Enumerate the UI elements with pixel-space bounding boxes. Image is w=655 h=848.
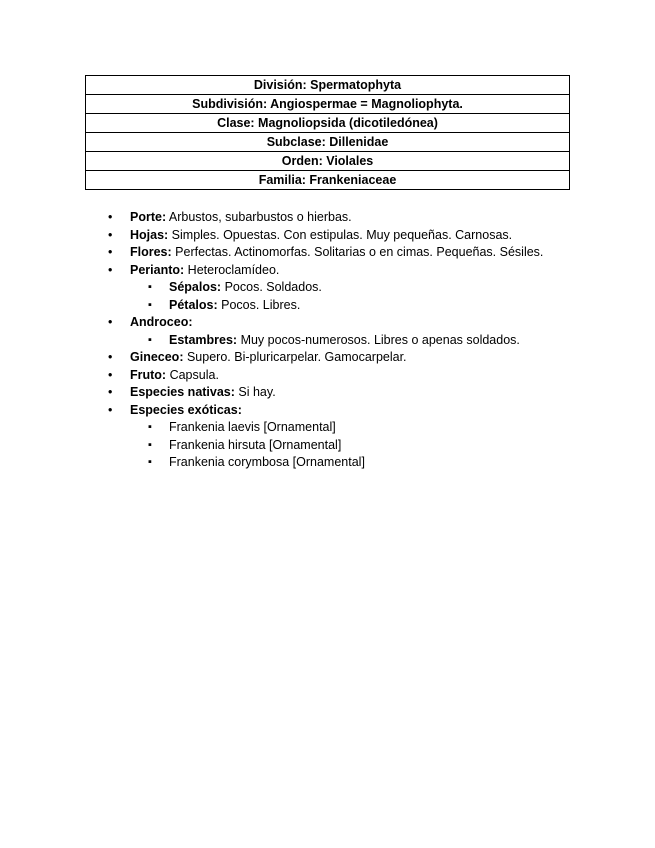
sepalos-label: Sépalos: xyxy=(169,280,222,294)
list-item-fruto xyxy=(108,367,543,385)
list-item-petalos xyxy=(130,297,543,315)
perianto-label: Perianto: xyxy=(130,262,185,277)
list-item-porte xyxy=(108,209,543,227)
taxonomy-division: División: Spermatophyta xyxy=(86,76,570,95)
taxonomy-class: Clase: Magnoliopsida (dicotiledónea) xyxy=(86,114,570,133)
hojas-label: Hojas: xyxy=(130,227,169,242)
porte-label: Porte: xyxy=(130,210,167,224)
list-item-exoticas xyxy=(108,402,543,472)
sepalos-text: Pocos. Soldados. xyxy=(221,280,322,294)
flores-label: Flores: xyxy=(130,245,172,259)
list-item-species: ▪ Frankenia corymbosa [Ornamental] xyxy=(130,454,543,472)
porte-text: Arbustos, subarbustos o hierbas. xyxy=(166,210,352,224)
taxonomy-subdivision: Subdivisión: Angiospermae = Magnoliophyta. xyxy=(86,95,570,114)
perianto-text: Heteroclamídeo. xyxy=(184,262,280,277)
petalos-label: Pétalos: xyxy=(169,297,218,312)
nativas-label: Especies nativas: xyxy=(130,385,235,399)
estambres-text: Muy pocos-numerosos. Libres o apenas soldados. xyxy=(237,332,520,347)
perianto-sublist xyxy=(130,279,543,314)
nativas-text: Si hay. xyxy=(234,385,276,399)
taxonomy-order: Orden: Violales xyxy=(86,152,570,171)
list-item-flores xyxy=(108,244,543,262)
hojas-text: Simples. Opuestas. Con estipulas. Muy pequeñas. Carnosas. xyxy=(168,227,513,242)
petalos-text: Pocos. Libres. xyxy=(217,297,301,312)
list-item-hojas xyxy=(108,227,543,245)
taxonomy-table xyxy=(85,75,570,190)
list-item-androceo xyxy=(108,314,543,349)
list-item-species: ▪ Frankenia laevis [Ornamental] xyxy=(130,419,543,437)
characteristics-list xyxy=(108,209,543,472)
gineceo-text: Supero. Bi-pluricarpelar. Gamocarpelar. xyxy=(183,350,407,364)
list-item-perianto xyxy=(108,262,543,315)
androceo-label: Androceo: xyxy=(130,315,193,329)
taxonomy-family: Familia: Frankeniaceae xyxy=(86,171,570,190)
list-item-nativas xyxy=(108,384,543,402)
androceo-sublist xyxy=(130,332,543,350)
taxonomy-subclass: Subclase: Dillenidae xyxy=(86,133,570,152)
exoticas-label: Especies exóticas: xyxy=(130,402,242,417)
fruto-text: Capsula. xyxy=(166,367,219,382)
fruto-label: Fruto: xyxy=(130,367,167,382)
estambres-label: Estambres: xyxy=(169,332,238,347)
list-item-estambres xyxy=(130,332,543,350)
flores-text: Perfectas. Actinomorfas. Solitarias o en cimas. Pequeñas. Sésiles. xyxy=(171,245,544,259)
exotic-species-sublist xyxy=(130,419,543,472)
gineceo-label: Gineceo: xyxy=(130,350,184,364)
list-item-gineceo xyxy=(108,349,543,367)
list-item-species: ▪ Frankenia hirsuta [Ornamental] xyxy=(130,437,543,455)
list-item-sepalos xyxy=(130,279,543,297)
